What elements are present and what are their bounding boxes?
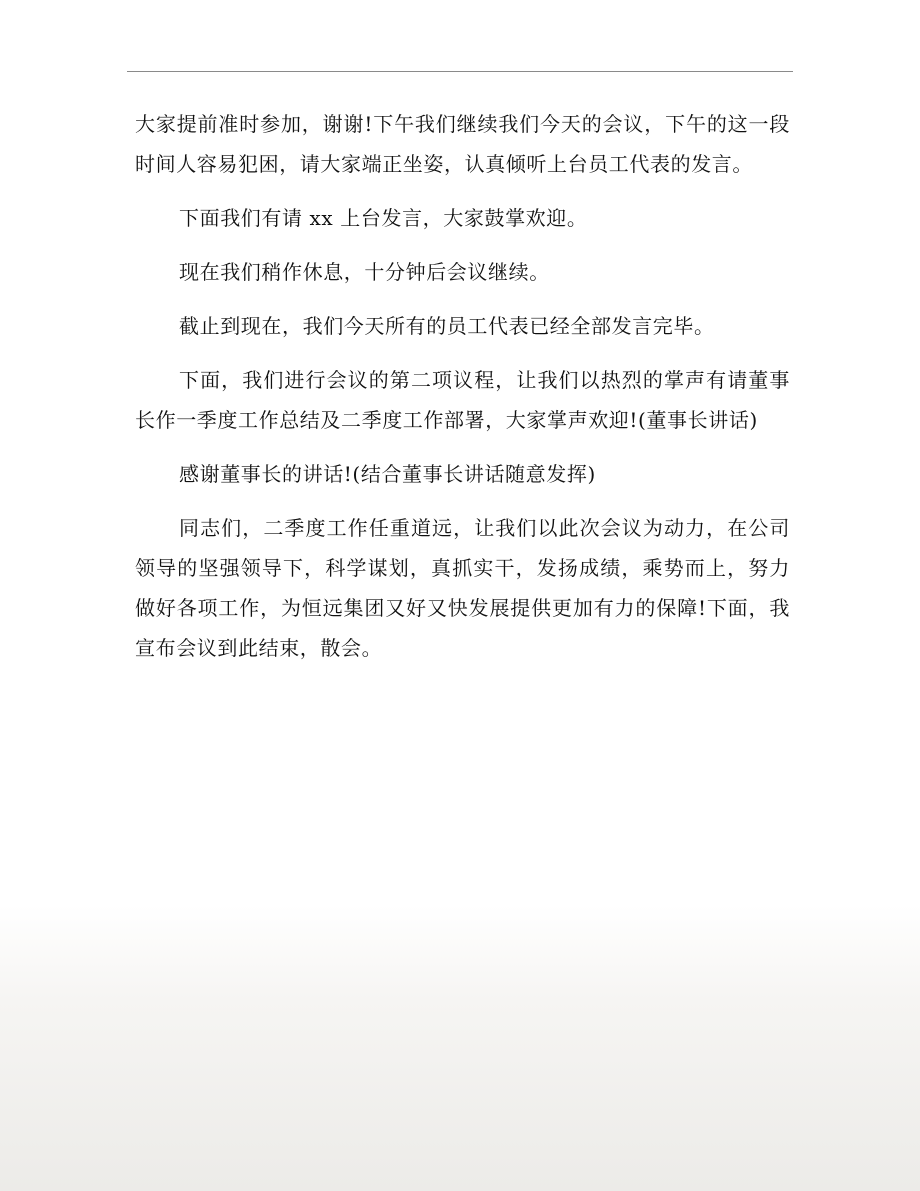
paragraph-closing: 同志们，二季度工作任重道远，让我们以此次会议为动力，在公司领导的坚强领导下，科学谋划，真抓实干，发扬成绩，乘势而上，努力做好各项工作，为恒远集团又好又快发展提供更加有力的保障!下面，我宣布会议到此结束，散会。	[135, 516, 790, 660]
paragraph-chairman-invite: 下面，我们进行会议的第二项议程，让我们以热烈的掌声有请董事长作一季度工作总结及二季度工作部署，大家掌声欢迎!(董事长讲话)	[135, 368, 790, 432]
paragraph-thanks-chairman: 感谢董事长的讲话!(结合董事长讲话随意发挥)	[179, 462, 596, 486]
paragraph-speaker-invite: 下面我们有请 xx 上台发言，大家鼓掌欢迎。	[179, 206, 588, 230]
paragraph-speeches-complete: 截止到现在，我们今天所有的员工代表已经全部发言完毕。	[179, 314, 715, 338]
header-divider	[127, 71, 793, 72]
paragraph-break-notice: 现在我们稍作休息，十分钟后会议继续。	[179, 260, 550, 284]
document-body	[135, 104, 790, 682]
paragraph-continuation: 大家提前准时参加，谢谢!下午我们继续我们今天的会议，下午的这一段时间人容易犯困，请大家端正坐姿，认真倾听上台员工代表的发言。	[135, 112, 790, 176]
